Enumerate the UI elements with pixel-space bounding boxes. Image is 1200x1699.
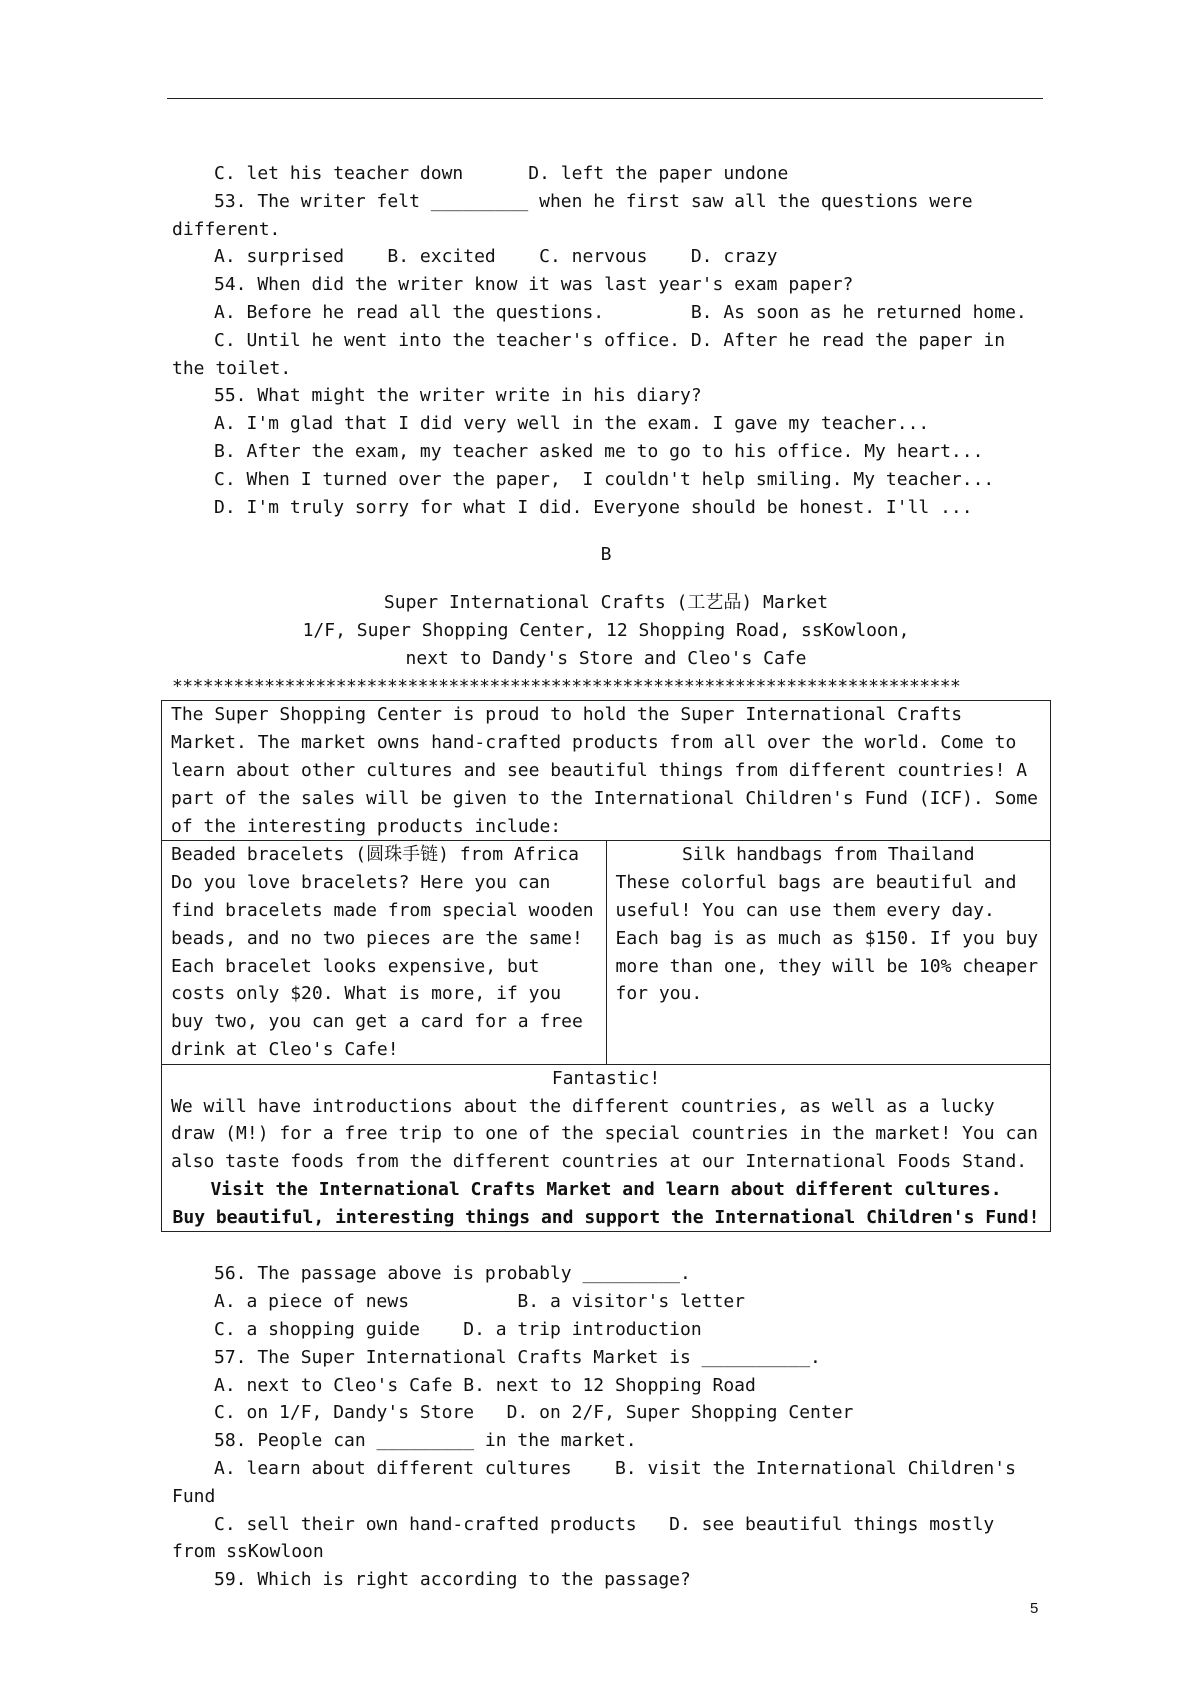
- question-block-bottom: [172, 1260, 1040, 1594]
- product-row: [162, 840, 1050, 1063]
- question-59: 59. Which is right according to the passage?: [214, 1569, 691, 1591]
- page-number: 5: [1030, 1600, 1039, 1617]
- ad-footer: [162, 1064, 1050, 1232]
- option-line: B. After the exam, my teacher asked me to go to his office. My heart...: [214, 440, 984, 462]
- question-57: 57. The Super International Crafts Market is __________.: [214, 1346, 821, 1368]
- product-description: Do you love bracelets? Here you can find bracelets made from special wooden beads, and no two pieces are the same! Each bracelet looks expensive, but costs only $20. What is more, if you buy two, you can get a card for a free drink at Cleo's Cafe!: [171, 872, 594, 1060]
- option-line: A. next to Cleo's Cafe B. next to 12 Shopping Road: [214, 1374, 756, 1396]
- question-58: 58. People can _________ in the market.: [214, 1430, 637, 1452]
- slogan-1: Visit the International Crafts Market and learn about different cultures.: [210, 1178, 1002, 1200]
- section-label: B: [600, 544, 612, 566]
- option-line: A. a piece of news B. a visitor's letter: [214, 1291, 746, 1313]
- product-bracelets: [162, 841, 606, 1063]
- ad-address-line-1: 1/F, Super Shopping Center, 12 Shopping Road, ssKowloon,: [302, 619, 910, 641]
- option-line: D. I'm truly sorry for what I did. Everyone should be honest. I'll ...: [214, 496, 973, 518]
- option-line: A. surprised B. excited C. nervous D. crazy: [214, 246, 778, 268]
- option-line: C. let his teacher down D. left the paper undone: [214, 163, 789, 184]
- document-body: [172, 160, 1040, 1594]
- ad-address-line-2: next to Dandy's Store and Cleo's Cafe: [405, 647, 807, 669]
- ad-intro: The Super Shopping Center is proud to hold the Super International Crafts Market. The market owns hand-crafted products from all over the world. Come to learn about other cultures and see beautiful things from different countries! A part of the sales will be given to the International Children's Fund (ICF). Some of the interesting products include:: [171, 704, 1038, 837]
- option-line: A. Before he read all the questions. B. As soon as he returned home.: [214, 301, 1027, 323]
- footer-title: Fantastic!: [551, 1067, 661, 1089]
- product-description: These colorful bags are beautiful and useful! You can use them every day. Each bag is as much as $150. If you buy more than one, they will be 10% cheaper for you.: [615, 872, 1039, 1005]
- ad-box: [161, 700, 1051, 1232]
- header-rule: [167, 98, 1043, 99]
- product-title: Silk handbags from Thailand: [681, 844, 975, 866]
- option-line: A. learn about different cultures B. visit the International Children's Fund: [172, 1458, 1027, 1507]
- option-line: C. Until he went into the teacher's office. D. After he read the paper in the toilet.: [172, 329, 1016, 379]
- option-line: C. on 1/F, Dandy's Store D. on 2/F, Super Shopping Center: [214, 1402, 854, 1424]
- option-line: C. a shopping guide D. a trip introduction: [214, 1319, 702, 1341]
- question-block-top: [172, 160, 1040, 521]
- option-line: C. sell their own hand-crafted products D. see beautiful things mostly from ssKowloon: [172, 1513, 1006, 1563]
- product-title: Beaded bracelets (圆珠手链) from Africa: [171, 844, 579, 866]
- option-line: C. When I turned over the paper, I couldn't help smiling. My teacher...: [214, 468, 995, 490]
- footer-text: We will have introductions about the different countries, as well as a lucky draw (M!) for a free trip to one of the special countries in the market! You can also taste foods from the different countries at our International Foods Stand.: [171, 1095, 1038, 1173]
- product-handbags: [606, 841, 1051, 1063]
- question-54: 54. When did the writer know it was last year's exam paper?: [214, 274, 854, 296]
- star-divider: *****************************************************************************: [172, 675, 961, 697]
- ad-header: [172, 589, 1040, 700]
- option-line: A. I'm glad that I did very well in the exam. I gave my teacher...: [214, 413, 930, 435]
- question-56: 56. The passage above is probably _________.: [214, 1263, 691, 1285]
- question-53: 53. The writer felt _________ when he first saw all the questions were different.: [172, 190, 984, 240]
- question-55: 55. What might the writer write in his diary?: [214, 385, 702, 407]
- ad-title: Super International Crafts (工艺品) Market: [383, 592, 829, 614]
- slogan-2: Buy beautiful, interesting things and support the International Children's Fund!: [172, 1206, 1040, 1228]
